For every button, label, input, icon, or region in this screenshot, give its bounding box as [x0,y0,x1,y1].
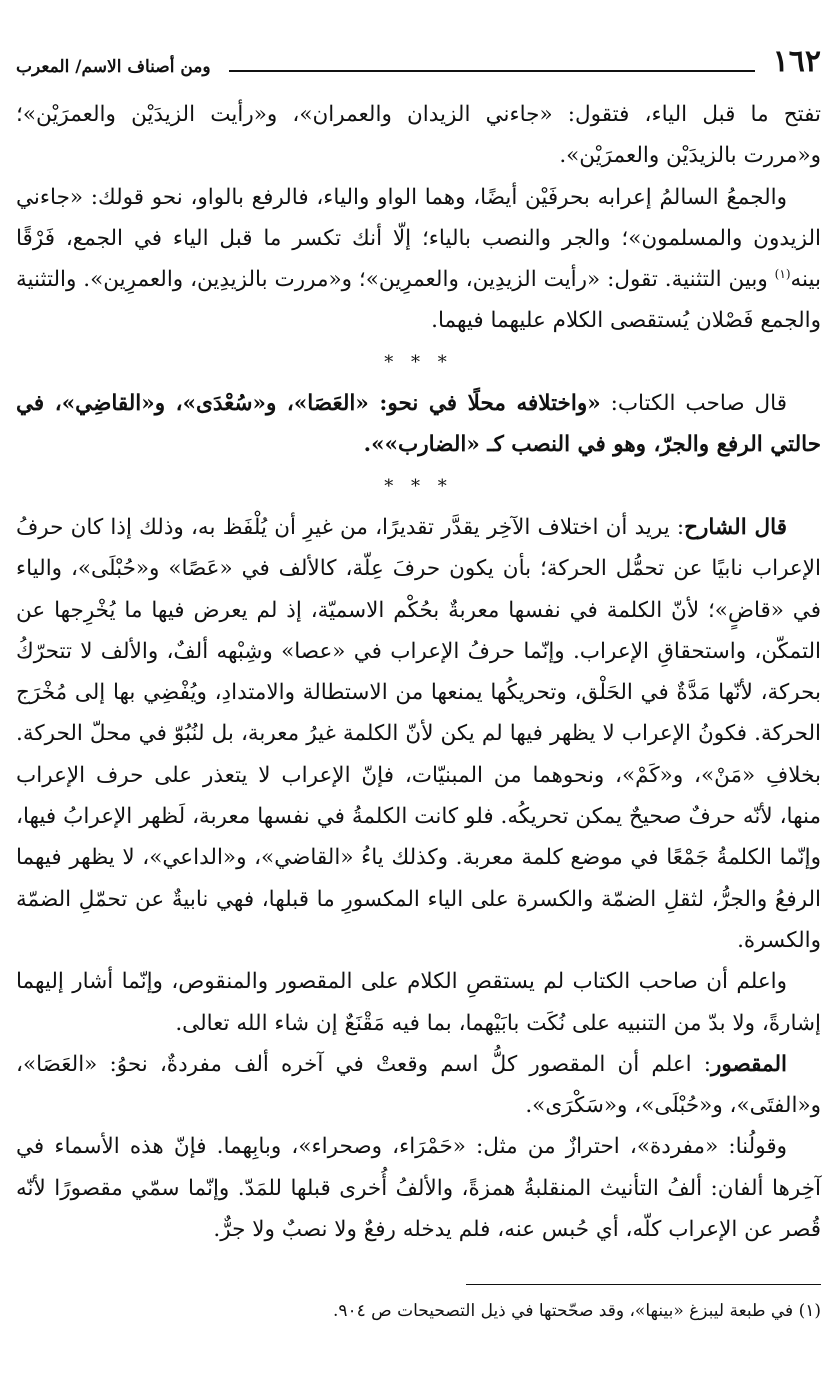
main-text [16,94,821,1250]
footnote-marker: (١) [774,267,791,282]
paragraph-3-intro: قال صاحب الكتاب: [600,391,787,417]
paragraph-5: واعلم أن صاحب الكتاب لم يستقصِ الكلام على المقصور والمنقوص، وإنّما أشار إليهما إشارةً، ولا بدّ من التنبيه على نُكَت بابَيْهما، بما فيه مَقْنَعٌ إن شاء الله تعالى. [16,969,821,1036]
book-page [16,30,821,1321]
footnote: (١) في طبعة ليبزغ «بينها»، وقد صحّحتها في ذيل التصحيحات ص ٩٠٤. [332,1301,821,1321]
paragraph-2-part-b: وبين التثنية. تقول: «رأيت الزيدِين، والعمرِين»؛ و«مررت بالزيدِين، والعمرِين». والتثنية والجمع فَصْلان يُستقصى الكلام عليهما فيهما. [16,267,821,334]
paragraph-4-text: : يريد أن اختلاف الآخِر يقدَّر تقديرًا، من غيرِ أن يُلْفَظ به، وذلك إذا كان حرفُ الإعراب نابيًا عن تحمُّل الحركة؛ بأن يكون حرفَ عِلّة، كالألف في «عَصًا» و«حُبْلَى»، والياء في «قاضٍ»؛ لأنّ الكلمة في نفسها معربةٌ بحُكْم الاسميّة، إذ لم يعرض فيها ما يُخْرِجها عن التمكّن، واستحقاقِ الإعراب. وإنّما حرفُ الإعراب في «عصا» وشِبْهه ألفٌ، والألف لا تتحرّكُ بحركة، لأنّها مَدَّةٌ في الحَلْق، وتحريكُها يمنعها من الاستطالة والامتدادِ، ويُفْضِي بها إلى مُخْرَج الحركة. فكونُ الإعراب لا يظهر فيها لم يكن لأنّ الكلمة غيرُ معربة، بل لنُبُوّ في محلّ الحركة. بخلافِ «مَنْ»، و«كَمْ»، ونحوهما من المبنيّات، فإنّ الإعراب لا يتعذر على حرف الإعراب منها، لأنّه حرفٌ صحيحٌ يمكن تحريكُه. فلو كانت الكلمةُ في نفسها معربة، لَظهر الإعرابُ فيها، وإنّما الكلمةُ جَمْعًا في موضع كلمة معربة. وكذلك ياءُ «القاضي»، و«الداعي»، لا يظهر فيهما الرفعُ والجرُّ، لثقلِ الضمّة والكسرة على الياء المكسورِ ما قبلها، فهي نابيةٌ عن تحمّلِ الضمّة والكسرة. [16,514,821,953]
paragraph-4 [16,507,821,961]
running-title: ومن أصناف الاسم/ المعرب [16,57,211,77]
paragraph-6-lead: المقصور [711,1051,787,1077]
paragraph-1: تفتح ما قبل الياء، فتقول: «جاءني الزيدان والعمران»، و«رأيت الزيدَيْن والعمرَيْن»؛ و«مررت بالزيدَيْن والعمرَيْن». [16,102,821,169]
paragraph-7: وقولُنا: «مفردة»، احترازٌ من مثل: «حَمْرَاء، وصحراء»، وبابِهما. فإنّ هذه الأسماء في آخِرها ألفان: ألفُ التأنيث المنقلبةُ همزةً، والألفُ أُخرى قبلها للمَدّ. وإنّما سمّي مقصورًا لأنّه قُصر عن الإعراب كلّه، أي حُبس عنه، فلم يدخله رفعٌ ولا نصبٌ ولا جرٌّ. [16,1134,821,1243]
paragraph-3 [16,383,821,466]
footnote-rule [466,1284,821,1285]
section-separator-1: * * * [384,351,453,373]
paragraph-4-lead: قال الشارح [684,514,787,540]
paragraph-3-quote: «واختلافه محلًا في نحو: «العَصَا»، و«سُعْدَى»، و«القاضِي»، في حالتي الرفع والجرّ، وهو في النصب كـ «الضارب»». [16,391,821,458]
header-rule [229,70,755,72]
paragraph-2 [16,177,821,342]
section-separator-2: * * * [384,475,453,497]
page-number: ١٦٢ [772,44,821,79]
paragraph-6-text: : اعلم أن المقصور كلُّ اسم وقعتْ في آخره ألف مفردةٌ، نحوُ: «العَصَا»، و«الفتَى»، و«حُبْلَى»، و«سَكْرَى». [16,1051,821,1119]
page-header [16,30,821,82]
paragraph-2-part-a: والجمعُ السالمُ إعرابه بحرفَيْن أيضًا، وهما الواو والياء، فالرفع بالواو، نحو قولك: «جاءني الزيدون والمسلمون»؛ والجر والنصب بالياء؛ إلّا أنك تكسر ما قبل الياء في الجمع، فَرْقًا بينه [16,184,821,293]
paragraph-6 [16,1044,821,1127]
